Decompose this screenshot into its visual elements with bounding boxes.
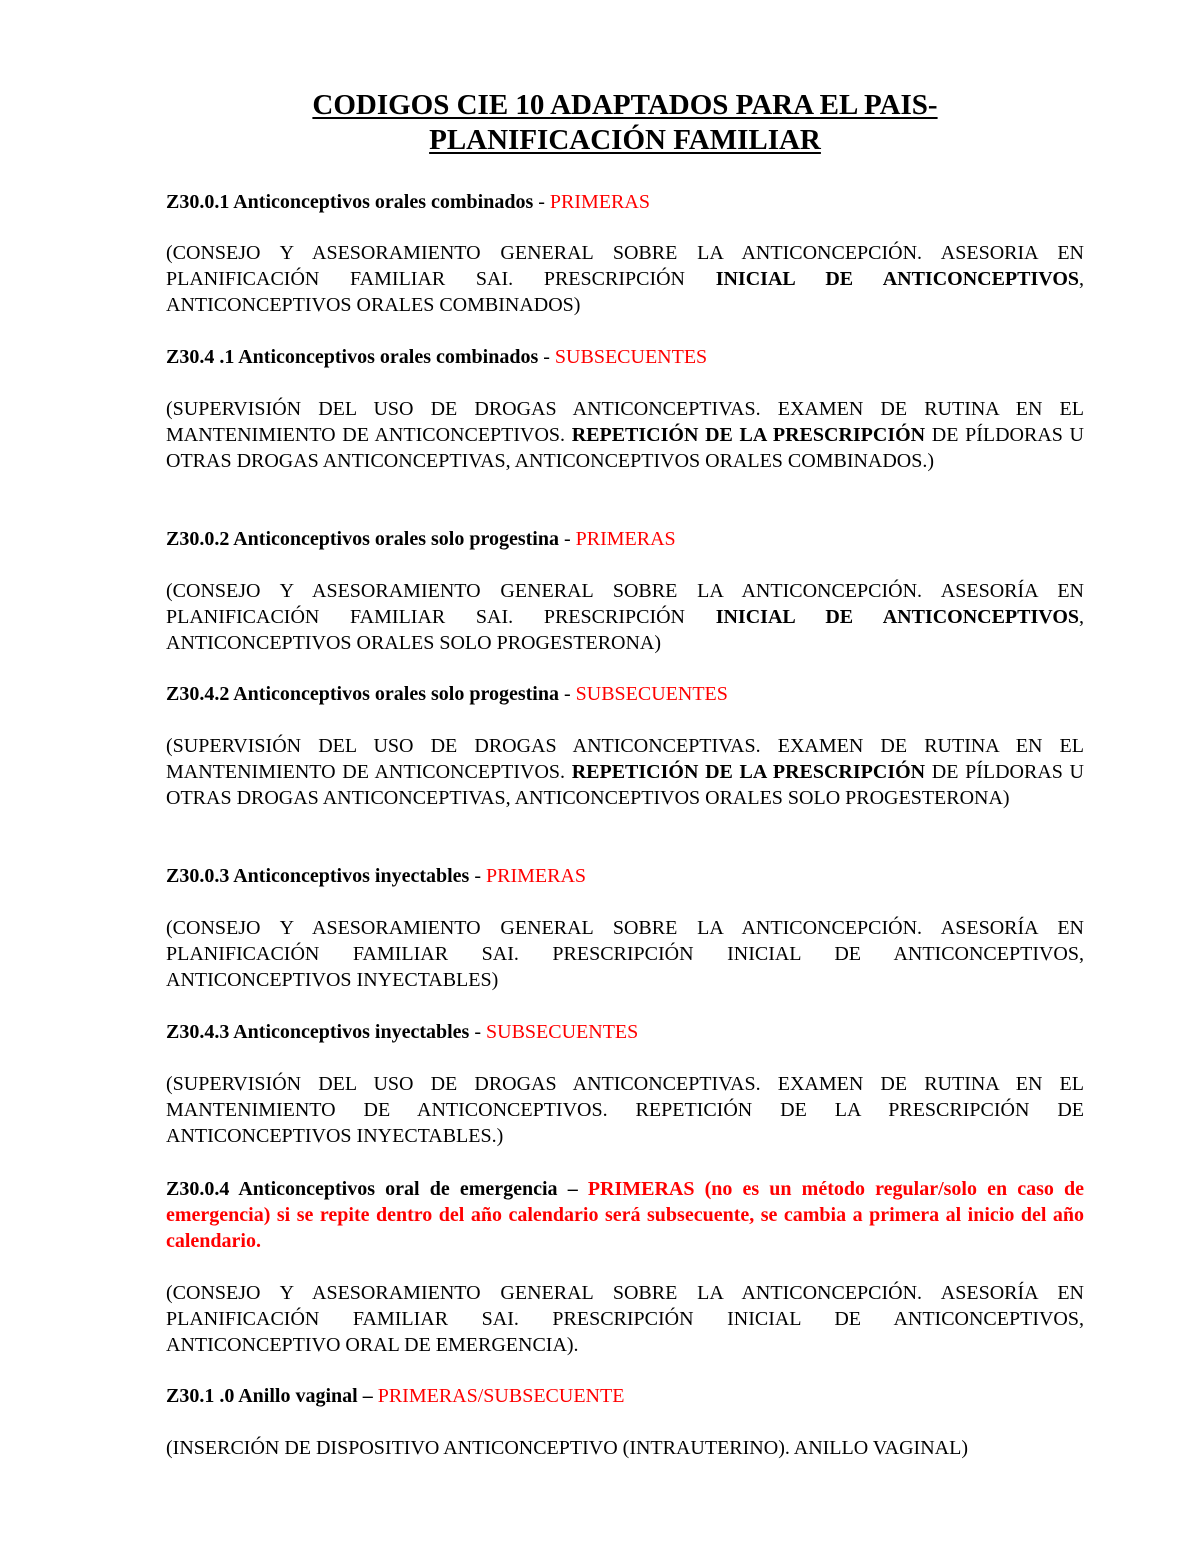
entry-description xyxy=(166,733,1084,811)
entry-description: (CONSEJO Y ASESORAMIENTO GENERAL SOBRE LA ANTICONCEPCIÓN. ASESORÍA EN PLANIFICACIÓN FAMILIAR SAI. PRESCRIPCIÓN INICIAL DE ANTICONCEPTIVOS, ANTICONCEPTIVO ORAL DE EMERGENCIA). xyxy=(166,1282,1084,1356)
entry-separator: – xyxy=(557,1178,588,1200)
entry-description xyxy=(166,396,1084,474)
entry-description-text: (CONSEJO Y ASESORAMIENTO GENERAL SOBRE LA ANTICONCEPCIÓN. ASESORIA EN PLANIFICACIÓN FAMILIAR SAI. PRESCRIPCIÓN xyxy=(166,242,1084,290)
entry-heading xyxy=(166,1019,1084,1045)
entry-description: (CONSEJO Y ASESORAMIENTO GENERAL SOBRE LA ANTICONCEPCIÓN. ASESORÍA EN PLANIFICACIÓN FAMILIAR SAI. PRESCRIPCIÓN INICIAL DE ANTICONCEPTIVOS, ANTICONCEPTIVOS INYECTABLES) xyxy=(166,917,1084,991)
entry-status: PRIMERAS xyxy=(486,865,587,887)
entry-note: (no es un método regular/solo en caso de emergencia) si se repite dentro del año calendario será subsecuente, se cambia a primera al inicio del año calendario. xyxy=(166,1178,1084,1252)
entry-status: PRIMERAS/SUBSECUENTE xyxy=(377,1385,625,1407)
document-title-line-1: CODIGOS CIE 10 ADAPTADOS PARA EL PAIS- xyxy=(312,89,938,121)
entry-status: SUBSECUENTES xyxy=(486,1021,639,1043)
document-title-line-2: PLANIFICACIÓN FAMILIAR xyxy=(429,124,821,156)
entry-heading xyxy=(166,1383,1084,1409)
entry-code: Z30.0.4 Anticonceptivos oral de emergencia xyxy=(166,1178,558,1200)
entry-code: Z30.4 .1 Anticonceptivos orales combinados xyxy=(166,346,539,368)
entry-code: Z30.0.3 Anticonceptivos inyectables xyxy=(166,865,470,887)
entry-status: PRIMERAS xyxy=(575,528,676,550)
entry-separator: - xyxy=(469,865,487,887)
entry-description-text: , ANTICONCEPTIVOS ORALES SOLO PROGESTERONA) xyxy=(166,606,1084,654)
entry-heading xyxy=(166,681,1084,707)
entry-description-bold: INICIAL DE ANTICONCEPTIVOS xyxy=(715,268,1079,290)
entry-separator: - xyxy=(538,346,555,368)
entry-separator: - xyxy=(533,191,550,213)
entry-code: Z30.1 .0 Anillo vaginal xyxy=(166,1385,358,1407)
entry-code: Z30.4.2 Anticonceptivos orales solo progestina xyxy=(166,683,559,705)
entry-heading xyxy=(166,1176,1084,1254)
entry-code: Z30.4.3 Anticonceptivos inyectables xyxy=(166,1021,470,1043)
entry-code: Z30.0.1 Anticonceptivos orales combinados xyxy=(166,191,534,213)
entry-code: Z30.0.2 Anticonceptivos orales solo progestina xyxy=(166,528,559,550)
entry-description-bold: INICIAL DE ANTICONCEPTIVOS xyxy=(715,606,1079,628)
entry-description-text: (SUPERVISIÓN DEL USO DE DROGAS ANTICONCEPTIVAS. EXAMEN DE RUTINA EN EL MANTENIMIENTO DE ANTICONCEPTIVOS. xyxy=(166,398,1084,446)
entry-heading xyxy=(166,344,1084,370)
entry-status: PRIMERAS xyxy=(587,1178,695,1200)
entry-separator: - xyxy=(469,1021,487,1043)
entry-status: PRIMERAS xyxy=(549,191,650,213)
entry-separator: – xyxy=(357,1385,378,1407)
entry-description-bold: REPETICIÓN DE LA PRESCRIPCIÓN xyxy=(571,424,926,446)
entry-description-bold: REPETICIÓN DE LA PRESCRIPCIÓN xyxy=(571,761,926,783)
entry-description: (SUPERVISIÓN DEL USO DE DROGAS ANTICONCEPTIVAS. EXAMEN DE RUTINA EN EL MANTENIMIENTO DE ANTICONCEPTIVOS. REPETICIÓN DE LA PRESCRIPCIÓN DE ANTICONCEPTIVOS INYECTABLES.) xyxy=(166,1073,1084,1147)
entry-description-text: (CONSEJO Y ASESORAMIENTO GENERAL SOBRE LA ANTICONCEPCIÓN. ASESORÍA EN PLANIFICACIÓN FAMILIAR SAI. PRESCRIPCIÓN xyxy=(166,580,1084,628)
entry-description: (INSERCIÓN DE DISPOSITIVO ANTICONCEPTIVO (INTRAUTERINO). ANILLO VAGINAL) xyxy=(166,1437,968,1459)
entry-heading xyxy=(166,526,1084,552)
entry-description-text: (SUPERVISIÓN DEL USO DE DROGAS ANTICONCEPTIVAS. EXAMEN DE RUTINA EN EL MANTENIMIENTO DE ANTICONCEPTIVOS. xyxy=(166,735,1084,783)
entry-separator: - xyxy=(558,683,576,705)
entry-separator: - xyxy=(558,528,576,550)
entry-description-text: , ANTICONCEPTIVOS ORALES COMBINADOS) xyxy=(166,268,1084,316)
entry-description-text: DE PÍLDORAS U OTRAS DROGAS ANTICONCEPTIVAS, ANTICONCEPTIVOS ORALES SOLO PROGESTERONA) xyxy=(166,761,1084,809)
entry-description-text: DE PÍLDORAS U OTRAS DROGAS ANTICONCEPTIVAS, ANTICONCEPTIVOS ORALES COMBINADOS.) xyxy=(166,424,1084,472)
entry-status: SUBSECUENTES xyxy=(554,346,708,368)
entry-heading xyxy=(166,189,1084,215)
entry-description xyxy=(166,578,1084,656)
entry-description xyxy=(166,240,1084,318)
entry-heading xyxy=(166,863,1084,889)
entry-status: SUBSECUENTES xyxy=(575,683,728,705)
